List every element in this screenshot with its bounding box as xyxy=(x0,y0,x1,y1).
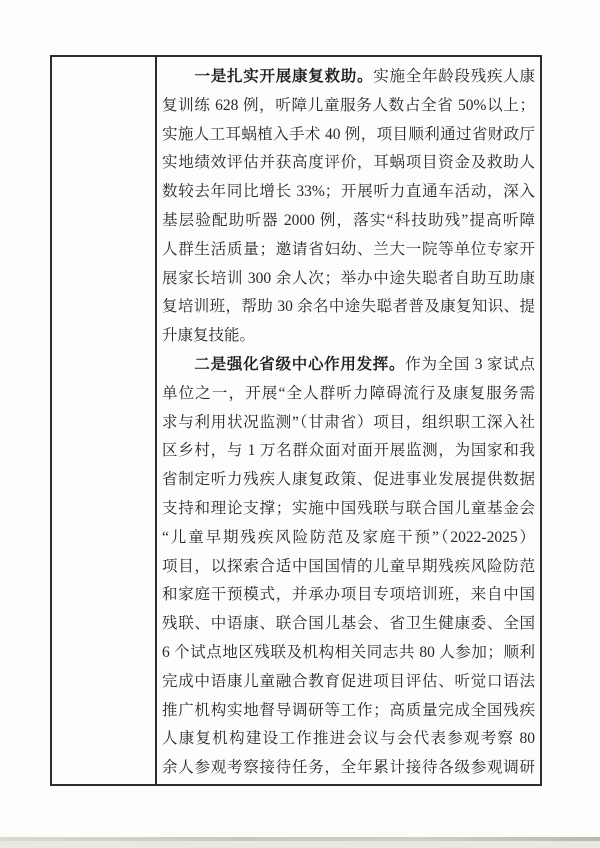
text-line xyxy=(162,581,535,610)
table-content-cell xyxy=(157,57,540,784)
line-text: 人群生活质量；邀请省妇幼、兰大一院等单位专家开 xyxy=(162,240,535,258)
text-line xyxy=(162,380,535,409)
line-text: 和家庭干预模式，并承办项目专项培训班，来自中国 xyxy=(162,586,535,604)
line-text: 人康复机构建设工作推进会议与会代表参观考察 80 xyxy=(162,730,535,748)
line-text: 余人参观考察接待任务，全年累计接待各级参观调研 xyxy=(162,759,535,777)
line-text: 6 个试点地区残联及机构相关同志共 80 人参加；顺利 xyxy=(162,643,535,661)
text-line xyxy=(162,92,535,121)
line-text: 复训练 628 例，听障儿童服务人数占全省 50%以上； xyxy=(162,96,535,114)
text-line xyxy=(162,322,535,351)
paragraph-lead: 一是扎实开展康复救助。 xyxy=(162,68,374,85)
line-text: 省制定听力残疾人康复政策、促进事业发展提供数据 xyxy=(162,471,535,489)
text-line xyxy=(162,553,535,582)
text-line xyxy=(162,524,535,553)
text-line xyxy=(162,149,535,178)
text-line xyxy=(162,466,535,495)
line-text: 升康复技能。 xyxy=(162,327,256,345)
text-line xyxy=(162,207,535,236)
text-line xyxy=(162,639,535,668)
line-text: 区乡村，与 1 万名群众面对面开展监测，为国家和我 xyxy=(162,442,535,460)
text-line xyxy=(162,121,535,150)
text-line xyxy=(162,63,535,92)
text-line xyxy=(162,668,535,697)
paragraph-lead: 二是强化省级中心作用发挥。 xyxy=(162,355,406,373)
text-line xyxy=(162,236,535,265)
line-text: 实地绩效评估并获高度评价，耳蜗项目资金及救助人 xyxy=(162,154,535,172)
line-text: 完成中语康儿童融合教育促进项目评估、听觉口语法 xyxy=(162,672,535,690)
text-line xyxy=(162,437,535,466)
line-text: 求与利用状况监测”（甘肃省）项目，组织职工深入社 xyxy=(162,413,535,431)
line-text: 实施全年龄段残疾人康 xyxy=(373,68,535,85)
text-line xyxy=(162,178,535,207)
line-text: 支持和理论支撑；实施中国残联与联合国儿童基金会 xyxy=(162,499,535,517)
line-text: “儿童早期残疾风险防范及家庭干预”（2022-2025） xyxy=(162,528,535,546)
text-line xyxy=(162,725,535,754)
line-text: 实施人工耳蜗植入手术 40 例，项目顺利通过省财政厅 xyxy=(162,125,535,143)
table-left-empty-cell xyxy=(52,57,157,784)
line-text: 单位之一，开展“全人群听力障碍流行及康复服务需 xyxy=(162,384,535,402)
line-text: 展家长培训 300 余人次；举办中途失聪者自助互助康 xyxy=(162,269,535,287)
page-bottom-scan-shadow xyxy=(0,841,600,848)
line-text: 残联、中语康、联合国儿基会、省卫生健康委、全国 xyxy=(162,615,535,633)
text-line xyxy=(162,265,535,294)
line-text: 数较去年同比增长 33%；开展听力直通车活动，深入 xyxy=(162,183,535,201)
document-table xyxy=(50,55,542,786)
line-text: 项目，以探索合适中国国情的儿童早期残疾风险防范 xyxy=(162,557,535,575)
line-text: 作为全国 3 家试点 xyxy=(405,355,535,373)
text-line xyxy=(162,697,535,726)
line-text: 基层验配助听器 2000 例，落实“科技助残”提高听障 xyxy=(162,211,535,229)
text-line xyxy=(162,495,535,524)
text-line xyxy=(162,610,535,639)
text-line xyxy=(162,409,535,438)
text-line xyxy=(162,293,535,322)
text-line xyxy=(162,351,535,380)
text-line xyxy=(162,754,535,783)
line-text: 复培训班，帮助 30 余名中途失聪者普及康复知识、提 xyxy=(162,298,535,316)
line-text: 推广机构实地督导调研等工作；高质量完成全国残疾 xyxy=(162,701,535,719)
